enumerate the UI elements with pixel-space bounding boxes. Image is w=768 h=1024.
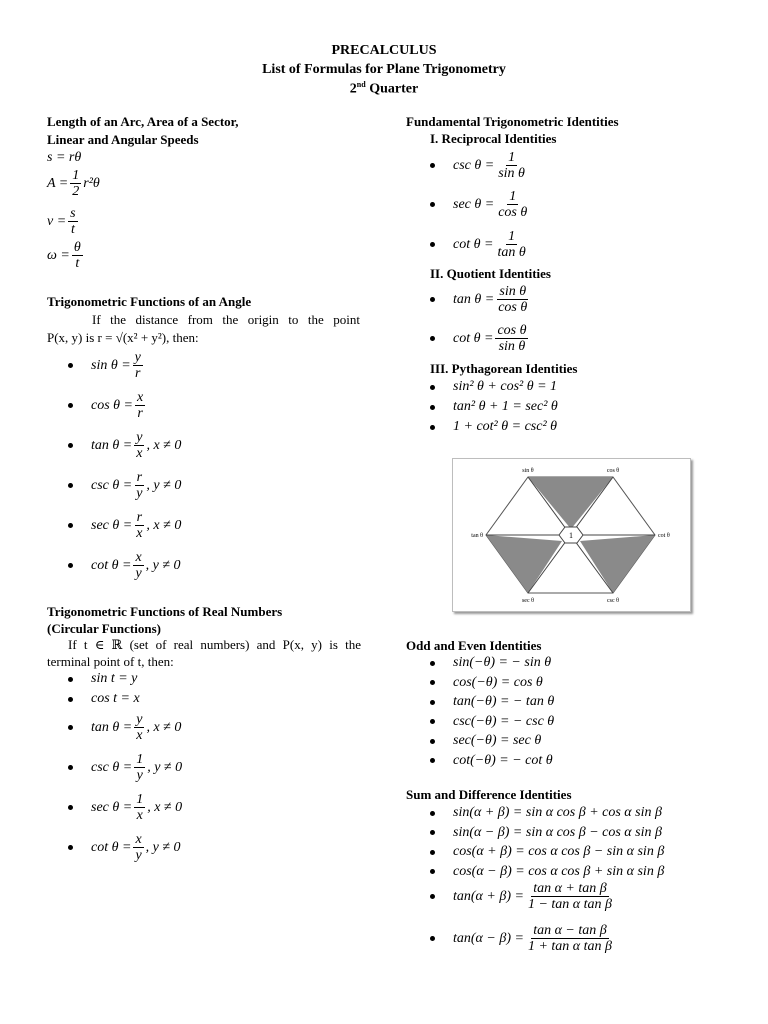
fraction-denominator: t — [70, 222, 75, 237]
formula-lhs: tan θ = — [91, 719, 133, 735]
fraction-denominator: 1 − tan α tan β — [527, 897, 612, 912]
fraction-denominator: r — [135, 366, 141, 381]
bullet — [430, 163, 435, 168]
formula-fraction — [133, 350, 143, 381]
bullet — [430, 936, 435, 941]
tan-diff-lhs: tan(α − β) = — [453, 930, 524, 946]
bullet — [68, 363, 73, 368]
oddeven-heading: Odd and Even Identities — [406, 638, 542, 653]
fraction-numerator: cos θ — [497, 323, 527, 338]
bullet — [430, 700, 435, 705]
sumdiff-identity-item — [430, 805, 662, 821]
quotient-heading: II. Quotient Identities — [430, 266, 551, 281]
fraction-denominator: x — [136, 446, 143, 461]
fraction-numerator: y — [136, 712, 143, 727]
formula-lhs: cot θ = — [453, 236, 494, 252]
fraction-numerator: x — [137, 390, 144, 405]
bullet — [430, 811, 435, 816]
angle-function-item — [68, 430, 181, 461]
sector-area-fraction — [70, 168, 81, 199]
hexagon-svg — [453, 459, 690, 611]
fraction-denominator: 2 — [72, 184, 80, 199]
fraction-denominator: x — [136, 808, 143, 823]
angle-function-item — [68, 350, 145, 381]
oddeven-identity-item — [430, 753, 553, 769]
bullet — [68, 443, 73, 448]
quotient-identity-item — [430, 284, 531, 315]
fraction-numerator: 1 — [136, 752, 144, 767]
real-function-item — [68, 792, 182, 823]
formula-lhs: cot θ = — [91, 839, 132, 855]
oddeven-identity-item — [430, 655, 551, 671]
fraction-denominator: r — [137, 406, 143, 421]
arc-heading-line2: Linear and Angular Speeds — [47, 132, 199, 147]
formula-fraction — [496, 150, 527, 181]
angle-heading: Trigonometric Functions of an Angle — [47, 294, 252, 309]
fraction-numerator: tan α − tan β — [533, 923, 607, 938]
bullet — [68, 845, 73, 850]
fraction-numerator: 1 — [72, 168, 80, 183]
formula-condition: , x ≠ 0 — [146, 437, 182, 453]
formula-lhs: tan θ = — [91, 437, 133, 453]
sumdiff-heading: Sum and Difference Identities — [406, 787, 572, 802]
fraction-denominator: 1 + tan α tan β — [527, 939, 612, 954]
formula-fraction — [134, 792, 145, 823]
bullet — [68, 697, 73, 702]
formula-text: cos(α + β) = cos α cos β − sin α sin β — [453, 844, 665, 859]
formula-text: 1 + cot² θ = csc² θ — [453, 419, 558, 434]
formula-text: sec(−θ) = sec θ — [453, 733, 542, 748]
tan-sum-item — [430, 881, 616, 912]
formula-fraction — [495, 323, 528, 354]
quotient-identity-item — [430, 323, 530, 354]
fraction-denominator: y — [136, 486, 143, 501]
bullet — [430, 336, 435, 341]
formula-text: cos t = x — [91, 691, 140, 706]
formula-text: tan(−θ) = − tan θ — [453, 694, 555, 709]
bullet — [430, 385, 435, 390]
bullet — [68, 805, 73, 810]
sumdiff-identity-item — [430, 825, 662, 841]
sec-vertex-label: sec θ — [521, 598, 535, 604]
fraction-numerator: s — [70, 206, 76, 221]
fraction-numerator: r — [136, 510, 143, 525]
formula-text: csc(−θ) = − csc θ — [453, 713, 555, 729]
linear-speed-formula — [47, 206, 80, 237]
pythagorean-identity-item — [430, 419, 557, 435]
angle-function-item — [68, 470, 181, 501]
formula-lhs: cot θ = — [91, 557, 132, 573]
formula-condition: , x ≠ 0 — [146, 719, 182, 735]
bullet — [430, 869, 435, 874]
angle-function-item — [68, 510, 181, 541]
formula-text: sin² θ + cos² θ = 1 — [453, 379, 558, 394]
fraction-denominator: x — [136, 526, 143, 541]
formula-text: sin(−θ) = − sin θ — [453, 655, 552, 670]
cos-vertex-label: cos θ — [606, 468, 620, 474]
formula-fraction — [134, 470, 144, 501]
formula-lhs: sec θ = — [91, 799, 133, 815]
fraction-denominator: sin θ — [498, 166, 525, 181]
fraction-numerator: x — [135, 550, 142, 565]
formula-text: sin(α − β) = sin α cos β − cos α sin β — [453, 824, 662, 840]
document-subtitle: List of Formulas for Plane Trigonometry — [262, 62, 506, 77]
bullet — [430, 202, 435, 207]
formula-fraction — [496, 284, 529, 315]
real-intro-line1: If t ∈ ℝ (set of real numbers) and P(x, y) is the — [68, 637, 361, 652]
angular-speed-lhs: ω = — [47, 247, 70, 263]
oddeven-identity-item — [430, 675, 543, 691]
oddeven-identity-item — [430, 733, 541, 749]
sector-area-formula — [47, 168, 100, 199]
formula-fraction — [134, 430, 144, 461]
shaded-triangle-bottom-left — [486, 535, 562, 593]
sin-vertex-label: sin θ — [522, 468, 534, 474]
formula-fraction — [496, 189, 529, 220]
formula-condition: , x ≠ 0 — [146, 517, 182, 533]
fraction-numerator: y — [134, 350, 141, 365]
bullet — [430, 758, 435, 763]
bullet — [68, 677, 73, 682]
formula-text: tan² θ + 1 = sec² θ — [453, 399, 558, 414]
tan-diff-item — [430, 923, 616, 954]
bullet — [68, 483, 73, 488]
bullet — [68, 765, 73, 770]
linear-speed-fraction — [68, 206, 77, 237]
cot-vertex-label: cot θ — [658, 533, 670, 539]
real-function-item — [68, 832, 181, 863]
tan-sum-fraction — [526, 881, 614, 912]
formula-lhs: csc θ = — [91, 759, 133, 775]
formula-condition: , y ≠ 0 — [147, 759, 183, 775]
bullet — [430, 830, 435, 835]
formula-lhs: sin θ = — [91, 357, 131, 373]
fraction-denominator: cos θ — [498, 205, 528, 220]
quarter-word: Quarter — [369, 81, 419, 97]
formula-lhs: csc θ = — [453, 157, 495, 173]
formula-fraction — [134, 510, 144, 541]
bullet — [68, 523, 73, 528]
real-intro-line2: terminal point of t, then: — [47, 654, 174, 669]
formula-text: cos(α − β) = cos α cos β + sin α sin β — [453, 863, 665, 879]
formula-text: cot(−θ) = − cot θ — [453, 752, 553, 768]
linear-speed-lhs: v = — [47, 213, 67, 229]
fraction-numerator: y — [136, 430, 143, 445]
real-function-item — [68, 712, 181, 743]
formula-fraction — [133, 832, 143, 863]
formula-lhs: tan θ = — [453, 291, 495, 307]
sector-area-rhs: r²θ — [83, 175, 100, 191]
formula-lhs: cot θ = — [453, 330, 494, 346]
bullet — [430, 405, 435, 410]
fraction-numerator: 1 — [136, 792, 144, 807]
fraction-denominator: y — [135, 566, 142, 581]
fraction-denominator: t — [75, 256, 80, 271]
tan-vertex-label: tan θ — [471, 533, 483, 539]
formula-fraction — [134, 712, 144, 743]
fraction-numerator: tan α + tan β — [533, 881, 607, 896]
bullet — [430, 739, 435, 744]
angle-intro-line2: P(x, y) is r = √(x² + y²), then: — [47, 330, 199, 345]
formula-text: cos(−θ) = cos θ — [453, 674, 543, 690]
formula-lhs: sec θ = — [91, 517, 133, 533]
formula-text: sin t = y — [91, 671, 138, 686]
pythagorean-heading: III. Pythagorean Identities — [430, 361, 578, 376]
sumdiff-identity-item — [430, 864, 664, 880]
fraction-denominator: y — [135, 848, 142, 863]
bullet — [68, 563, 73, 568]
real-sin-item — [68, 671, 137, 687]
fraction-denominator: tan θ — [497, 245, 526, 260]
oddeven-identity-item — [430, 714, 554, 730]
fraction-numerator: r — [136, 470, 143, 485]
angle-function-item — [68, 390, 147, 421]
reciprocal-identity-item — [430, 150, 529, 181]
formula-lhs: csc θ = — [91, 477, 133, 493]
pythagorean-identity-item — [430, 379, 557, 395]
bullet — [430, 661, 435, 666]
real-cos-item — [68, 691, 140, 707]
fraction-numerator: 1 — [508, 150, 516, 165]
real-heading-line2: (Circular Functions) — [47, 621, 161, 636]
oddeven-identity-item — [430, 694, 554, 710]
bullet — [68, 403, 73, 408]
bullet — [430, 297, 435, 302]
shaded-triangle-top — [528, 477, 613, 529]
formula-lhs: cos θ = — [91, 397, 133, 413]
formula-condition: , x ≠ 0 — [147, 799, 183, 815]
fraction-numerator: x — [135, 832, 142, 847]
quarter-suffix: nd — [356, 80, 366, 89]
fraction-numerator: sin θ — [499, 284, 527, 299]
bullet — [430, 425, 435, 430]
reciprocal-identity-item — [430, 229, 530, 260]
formula-fraction — [135, 390, 145, 421]
sector-area-lhs: A = — [47, 175, 69, 191]
tan-diff-fraction — [526, 923, 614, 954]
formula-condition: , y ≠ 0 — [146, 477, 182, 493]
quarter-label — [0, 80, 768, 98]
formula-fraction — [495, 229, 527, 260]
formula-lhs: sec θ = — [453, 196, 495, 212]
real-function-item — [68, 752, 182, 783]
pythagorean-identity-item — [430, 399, 558, 415]
arc-length-formula: s = rθ — [47, 150, 82, 165]
angular-speed-fraction — [72, 240, 83, 271]
sumdiff-identity-item — [430, 844, 664, 860]
fraction-denominator: cos θ — [498, 300, 528, 315]
tan-sum-lhs: tan(α + β) = — [453, 888, 524, 904]
angle-intro-line1: If the distance from the origin to the point — [92, 312, 360, 327]
bullet — [430, 850, 435, 855]
formula-fraction — [133, 550, 143, 581]
formula-fraction — [134, 752, 145, 783]
document-title: PRECALCULUS — [331, 43, 437, 58]
bullet — [430, 894, 435, 899]
formula-condition: , y ≠ 0 — [145, 557, 181, 573]
center-one-label: 1 — [569, 531, 573, 540]
fraction-numerator: θ — [73, 240, 81, 255]
formula-condition: , y ≠ 0 — [145, 839, 181, 855]
angular-speed-formula — [47, 240, 85, 271]
bullet — [430, 719, 435, 724]
arc-heading-line1: Length of an Arc, Area of a Sector, — [47, 114, 239, 129]
fraction-denominator: sin θ — [498, 339, 526, 354]
fraction-denominator: x — [136, 728, 143, 743]
angle-function-item — [68, 550, 181, 581]
quarter-number: 2 — [349, 81, 357, 97]
csc-vertex-label: csc θ — [606, 598, 620, 604]
fraction-denominator: y — [136, 768, 143, 783]
fraction-numerator: 1 — [508, 229, 516, 244]
bullet — [430, 680, 435, 685]
reciprocal-identity-item — [430, 189, 531, 220]
formula-text: sin(α + β) = sin α cos β + cos α sin β — [453, 805, 662, 820]
trig-hexagon-diagram — [452, 458, 691, 612]
fraction-numerator: 1 — [509, 189, 517, 204]
bullet — [68, 725, 73, 730]
bullet — [430, 242, 435, 247]
real-heading-line1: Trigonometric Functions of Real Numbers — [47, 604, 283, 619]
fundamental-heading: Fundamental Trigonometric Identities — [406, 114, 619, 129]
reciprocal-heading: I. Reciprocal Identities — [430, 131, 557, 146]
